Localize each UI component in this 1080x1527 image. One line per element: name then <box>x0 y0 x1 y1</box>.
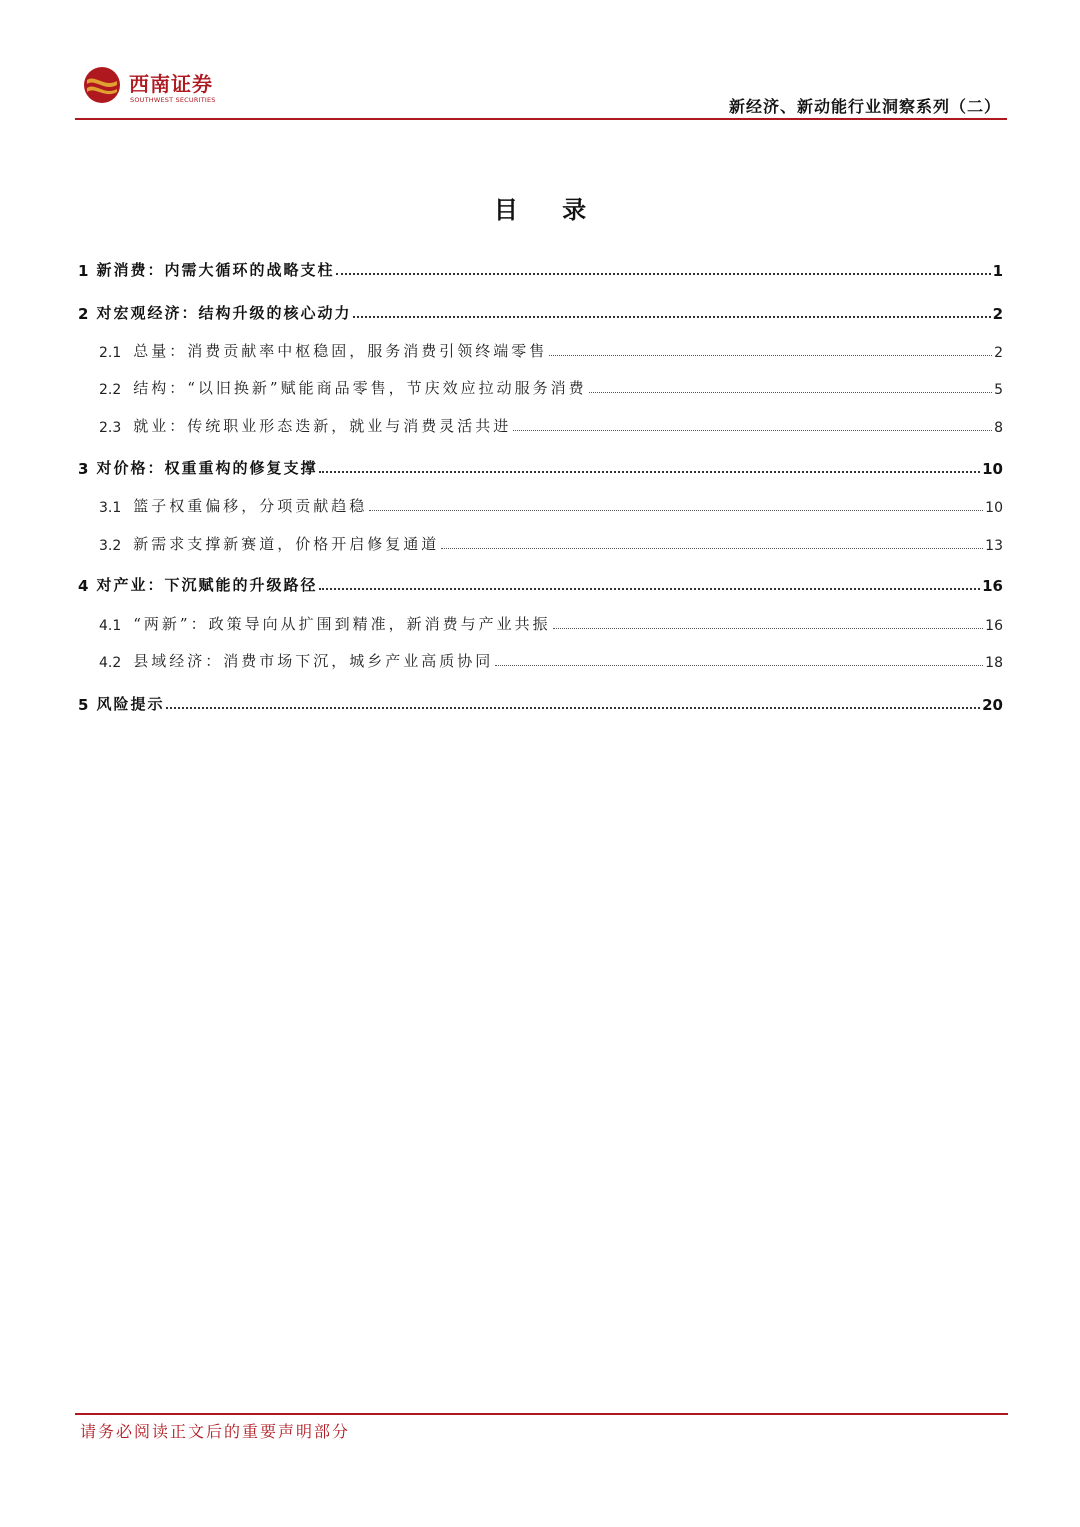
page-header <box>75 60 1007 120</box>
toc-dot-leader <box>166 707 980 709</box>
toc-entry[interactable] <box>78 374 1003 398</box>
toc-entry-title: 对产业：下沉赋能的升级路径 <box>96 576 318 594</box>
toc-entry-number: 3.1 <box>99 500 122 516</box>
toc-entry-page: 16 <box>985 618 1003 634</box>
toc-entry-title: 对价格：权重重构的修复支撑 <box>96 459 318 477</box>
footer-disclaimer: 请务必阅读正文后的重要声明部分 <box>80 1422 351 1441</box>
toc-entry-number: 2.2 <box>99 382 122 398</box>
toc-entry-page: 1 <box>992 262 1003 280</box>
toc-entry-number: 2.3 <box>99 420 122 436</box>
company-logo <box>83 66 233 110</box>
toc-entry[interactable] <box>78 412 1003 436</box>
logo-name-cn: 西南证券 <box>129 72 213 96</box>
toc-entry-title: 新消费：内需大循环的战略支柱 <box>96 261 335 279</box>
toc-dot-leader <box>495 665 983 666</box>
toc-entry-title: 对宏观经济：结构升级的核心动力 <box>96 304 352 322</box>
toc-entry-page: 5 <box>994 382 1003 398</box>
toc-entry-page: 13 <box>985 538 1003 554</box>
toc-entry-title: 风险提示 <box>96 695 165 713</box>
toc-entry-number: 3.2 <box>99 538 122 554</box>
toc-entry-number: 2.1 <box>99 345 122 361</box>
toc-entry[interactable] <box>78 492 1003 516</box>
toc-entry[interactable] <box>78 454 1003 478</box>
toc-dot-leader <box>369 510 983 511</box>
logo-name-en: SOUTHWEST SECURITIES <box>130 96 216 104</box>
toc-entry-page: 20 <box>982 696 1003 714</box>
toc-dot-leader <box>336 273 990 275</box>
toc-entry-page: 18 <box>985 655 1003 671</box>
toc-entry[interactable] <box>78 690 1003 714</box>
toc-entry[interactable] <box>78 337 1003 361</box>
toc-dot-leader <box>353 316 990 318</box>
toc-entry-title: 新需求支撑新赛道，价格开启修复通道 <box>133 535 440 553</box>
toc-entry[interactable] <box>78 610 1003 634</box>
toc-entry-page: 10 <box>982 460 1003 478</box>
toc-entry[interactable] <box>78 571 1003 595</box>
toc-entry-number: 2 <box>78 305 89 323</box>
toc-dot-leader <box>553 628 984 629</box>
toc-entry-page: 16 <box>982 577 1003 595</box>
toc-dot-leader <box>549 355 992 356</box>
toc-entry-title: 就业：传统职业形态迭新，就业与消费灵活共进 <box>133 417 512 435</box>
toc-entry-page: 2 <box>992 305 1003 323</box>
toc-entry-page: 8 <box>994 420 1003 436</box>
toc-entry-number: 4 <box>78 577 89 595</box>
series-title: 新经济、新动能行业洞察系列（二） <box>728 97 1001 116</box>
toc-entry-number: 3 <box>78 460 89 478</box>
logo-emblem-icon <box>83 66 121 104</box>
toc-entry-page: 2 <box>994 345 1003 361</box>
toc-entry-number: 4.1 <box>99 618 122 634</box>
toc-entry-page: 10 <box>985 500 1003 516</box>
toc-dot-leader <box>513 430 992 431</box>
toc-dot-leader <box>319 588 980 590</box>
toc-entry-title: 结构：“以旧换新”赋能商品零售，节庆效应拉动服务消费 <box>133 379 587 397</box>
toc-entry-number: 4.2 <box>99 655 122 671</box>
header-divider <box>75 118 1007 120</box>
footer-divider <box>75 1413 1008 1415</box>
toc-dot-leader <box>319 471 980 473</box>
toc-title: 目 录 <box>493 195 605 224</box>
toc-entry-title: 篮子权重偏移，分项贡献趋稳 <box>133 497 368 515</box>
toc-entry-title: 县域经济：消费市场下沉，城乡产业高质协同 <box>133 652 494 670</box>
toc-entry-number: 5 <box>78 696 89 714</box>
toc-entry[interactable] <box>78 530 1003 554</box>
toc-entry-number: 1 <box>78 262 89 280</box>
toc-entry[interactable] <box>78 256 1003 280</box>
toc-entry[interactable] <box>78 299 1003 323</box>
toc-dot-leader <box>589 392 992 393</box>
toc-entry-title: 总量：消费贡献率中枢稳固，服务消费引领终端零售 <box>133 342 548 360</box>
toc-entry[interactable] <box>78 647 1003 671</box>
toc-dot-leader <box>441 548 983 549</box>
toc-entry-title: “两新”：政策导向从扩围到精准，新消费与产业共振 <box>133 615 551 633</box>
